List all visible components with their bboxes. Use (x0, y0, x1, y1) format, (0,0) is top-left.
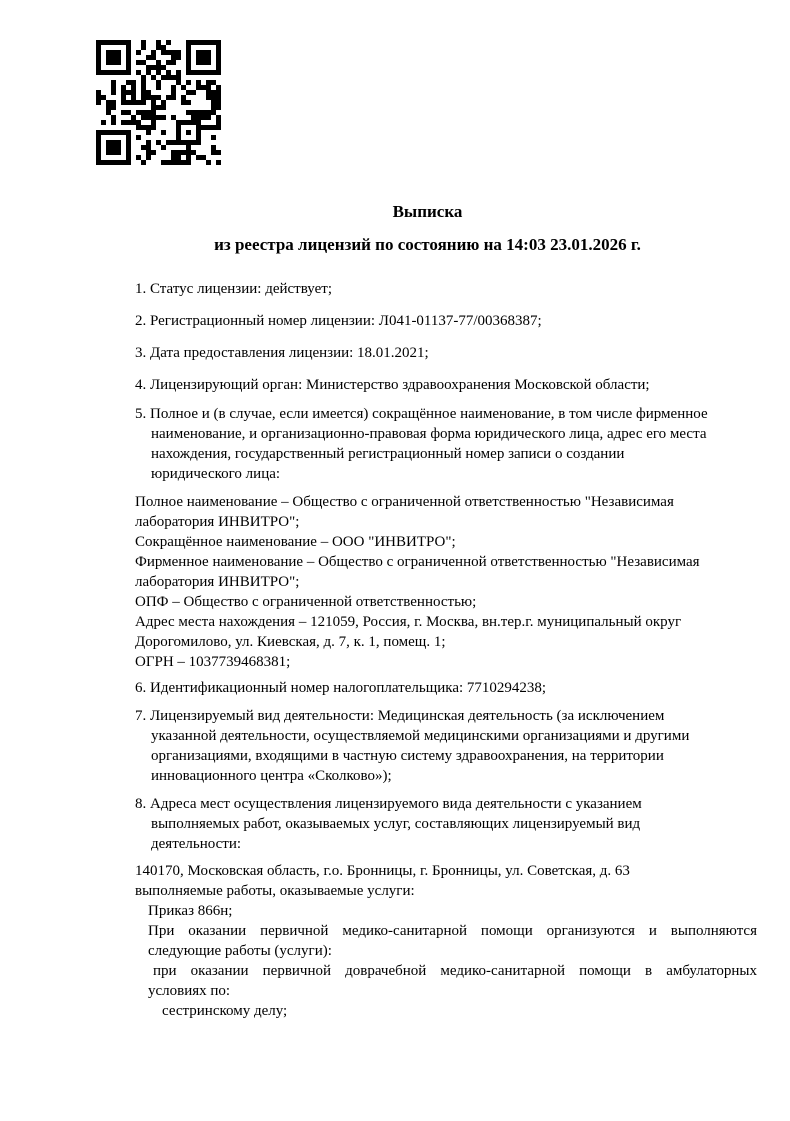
doc-line: 3. Дата предоставления лицензии: 18.01.2021; (135, 345, 429, 361)
doc-line: Приказ 866н; (148, 903, 233, 919)
doc-line: 6. Идентификационный номер налогоплательщика: 7710294238; (135, 680, 547, 696)
paragraph (135, 794, 757, 854)
doc-line: инновационного центра «Сколково»); (151, 768, 392, 784)
doc-line: При оказании первичной медико-санитарной помощи организуются и выполняются (148, 923, 757, 939)
document-title: Выписка (392, 202, 463, 221)
document-subtitle: из реестра лицензий по состоянию на 14:03 23.01.2026 г. (214, 235, 641, 254)
doc-line: сестринскому делу; (162, 1003, 288, 1019)
doc-line: наименование, и организационно-правовая форма юридического лица, адрес его места (151, 426, 707, 442)
document-body (135, 279, 757, 1021)
doc-line: указанной деятельности, осуществляемой медицинскими организациями и другими (151, 728, 690, 744)
doc-line: деятельности: (151, 836, 242, 852)
paragraph (135, 375, 757, 395)
doc-line: Полное наименование – Общество с ограниченной ответственностью "Независимая (135, 494, 674, 510)
paragraph (135, 861, 757, 1021)
document-content (135, 201, 757, 1021)
doc-line: юридического лица: (151, 466, 281, 482)
doc-line: при оказании первичной доврачебной медико-санитарной помощи в амбулаторных (153, 963, 757, 979)
doc-line: 2. Регистрационный номер лицензии: Л041-01137-77/00368387; (135, 313, 542, 329)
doc-line: лаборатория ИНВИТРО"; (135, 574, 300, 590)
paragraph (135, 404, 757, 484)
doc-line: Дорогомилово, ул. Киевская, д. 7, к. 1, помещ. 1; (135, 634, 446, 650)
doc-line: ОПФ – Общество с ограниченной ответственностью; (135, 594, 477, 610)
paragraph (135, 343, 757, 363)
doc-line: 5. Полное и (в случае, если имеется) сокращённое наименование, в том числе фирменное (135, 406, 708, 422)
paragraph (135, 279, 757, 299)
paragraph (135, 492, 757, 672)
paragraph (135, 706, 757, 786)
doc-line: выполняемые работы, оказываемые услуги: (135, 883, 415, 899)
qr-code (96, 40, 221, 165)
doc-line: следующие работы (услуги): (148, 943, 332, 959)
paragraph (135, 311, 757, 331)
doc-line: выполняемых работ, оказываемых услуг, составляющих лицензируемый вид (151, 816, 641, 832)
doc-line: Сокращённое наименование – ООО "ИНВИТРО"; (135, 534, 456, 550)
qr-code-image (96, 40, 221, 165)
doc-line: Адрес места нахождения – 121059, Россия, г. Москва, вн.тер.г. муниципальный округ (135, 614, 682, 630)
doc-line: 8. Адреса мест осуществления лицензируемого вида деятельности с указанием (135, 796, 642, 812)
doc-line: условиях по: (148, 983, 231, 999)
doc-line: организациями, входящими в частную систему здравоохранения, на территории (151, 748, 664, 764)
doc-line: 7. Лицензируемый вид деятельности: Медицинская деятельность (за исключением (135, 708, 665, 724)
paragraph (135, 678, 757, 698)
doc-line: 4. Лицензирующий орган: Министерство здравоохранения Московской области; (135, 377, 650, 393)
doc-line: нахождения, государственный регистрационный номер записи о создании (151, 446, 625, 462)
doc-line: 1. Статус лицензии: действует; (135, 281, 332, 297)
doc-line: лаборатория ИНВИТРО"; (135, 514, 300, 530)
doc-line: ОГРН – 1037739468381; (135, 654, 291, 670)
doc-line: Фирменное наименование – Общество с ограниченной ответственностью "Независимая (135, 554, 700, 570)
doc-line: 140170, Московская область, г.о. Бронницы, г. Бронницы, ул. Советская, д. 63 (135, 863, 630, 879)
